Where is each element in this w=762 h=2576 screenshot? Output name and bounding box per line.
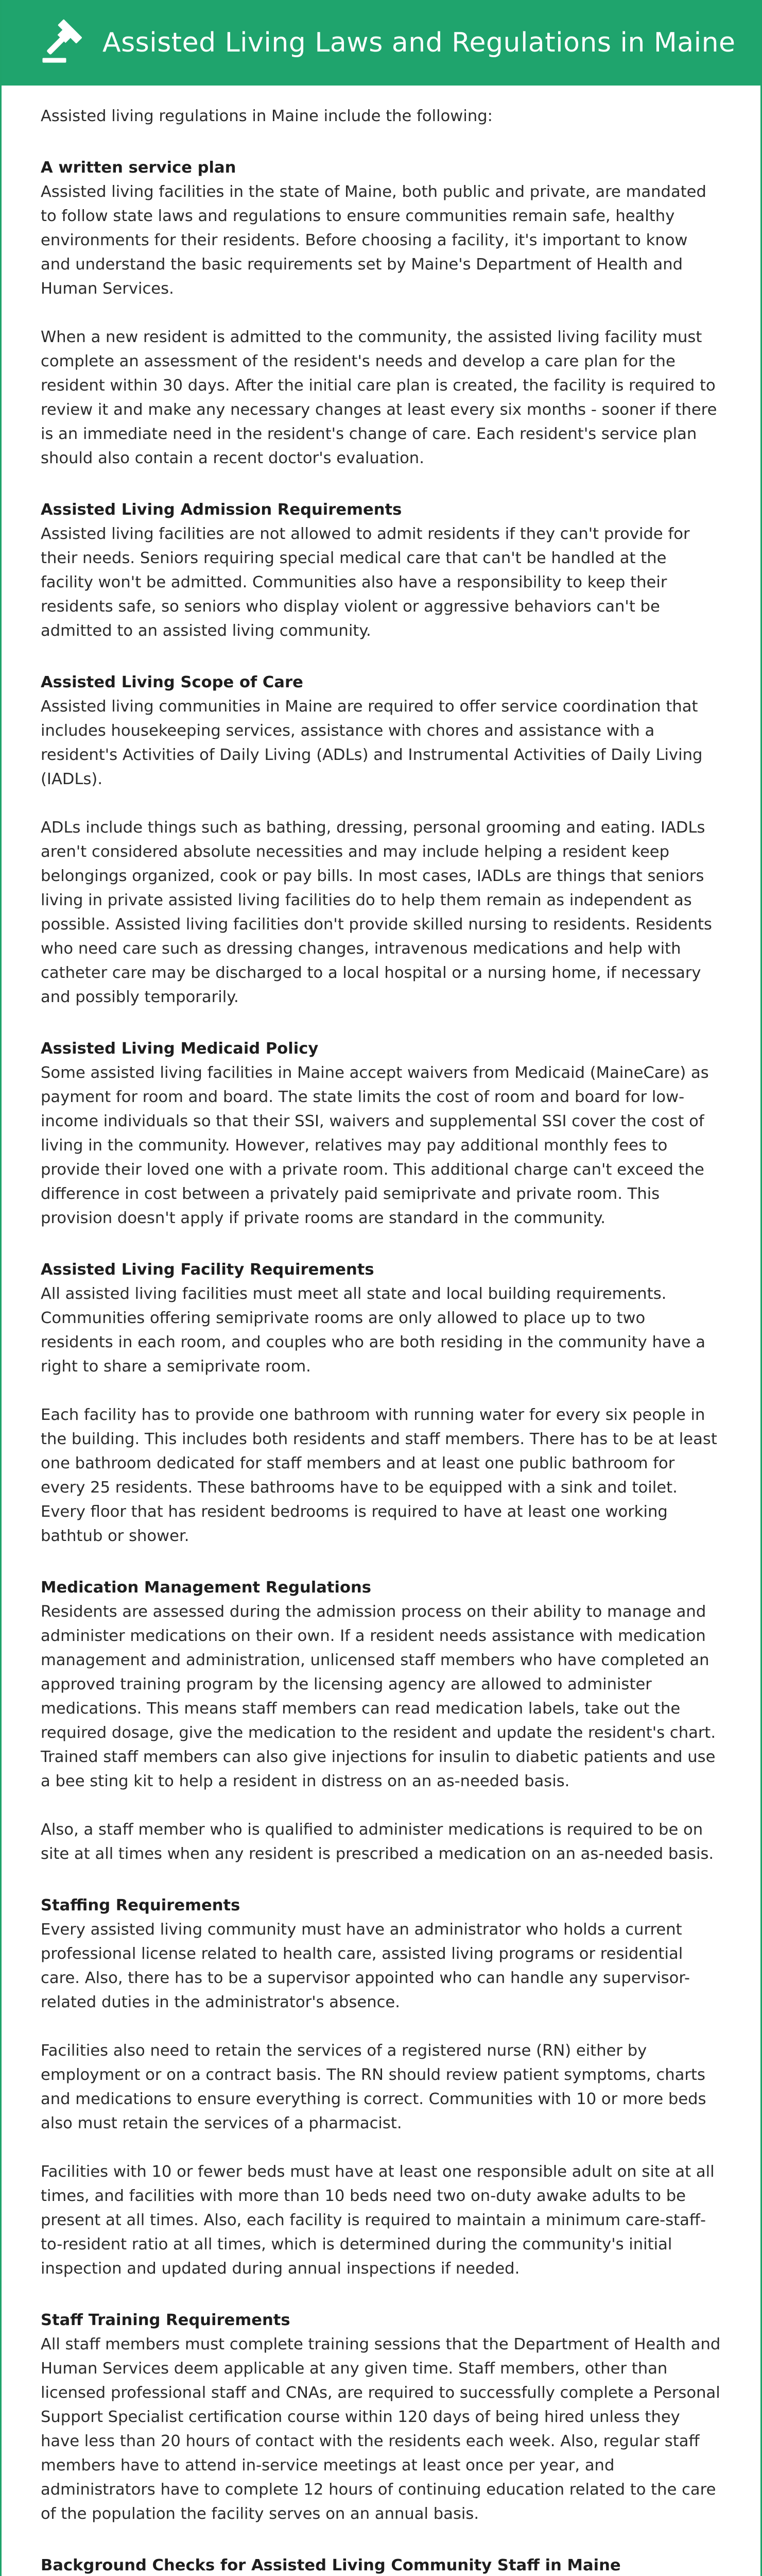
section-paragraph: Residents are assessed during the admission process on their ability to manage and administer medications on their own. If a resident needs assistance with medication management and administration, unlicensed staff members who have completed an approved training program by the licensing agency are allowed to administer medications. This means staff members can read medication labels, take out the required dosage, give the medication to the resident and update the resident's chart. Trained staff members can also give injections for insulin to diabetic patients and use a bee sting kit to help a resident in distress on an as-needed basis. [41,1603,716,1790]
section-heading: A written service plan [41,159,236,177]
section-medication-management [41,1575,721,1866]
section-paragraph: Also, a staff member who is qualified to administer medications is required to be on site at all times when any resident is prescribed a medication on an as-needed basis. [41,1821,714,1863]
gavel-icon [39,18,88,67]
section-staffing-requirements [41,1893,721,2281]
section-heading: Assisted Living Admission Requirements [41,501,402,519]
section-paragraph: Some assisted living facilities in Maine accept waivers from Medicaid (MaineCare) as payment for room and board. The state limits the cost of room and board for low-income individuals so that their SSI, waivers and supplemental SSI cover the cost of living in the community. However, relatives may pay additional monthly fees to provide their loved one with a private room. This additional charge can't exceed the difference in cost between a privately paid semiprivate and private room. This provision doesn't apply if private rooms are standard in the community. [41,1064,709,1227]
section-heading: Medication Management Regulations [41,1579,372,1597]
section-paragraph: All assisted living facilities must meet all state and local building requirements. Communities offering semiprivate rooms are only allowed to place up to two residents in each room, and couples who are both residing in the community have a right to share a semiprivate room. [41,1285,706,1376]
section-paragraph: Every assisted living community must have an administrator who holds a current professional license related to health care, assisted living programs or residential care. Also, there has to be a supervisor appointed who can handle any supervisor-related duties in the administrator's absence. [41,1921,690,2011]
intro-text: Assisted living regulations in Maine include the following: [41,107,493,125]
section-paragraph: Assisted living facilities are not allowed to admit residents if they can't provide for their needs. Seniors requiring special medical care that can't be handled at the facility won't be admitted. Communities also have a responsibility to keep their residents safe, so seniors who display violent or aggressive behaviors can't be admitted to an assisted living community. [41,525,690,640]
section-admission-requirements [41,498,721,643]
page-title: Assisted Living Laws and Regulations in Maine [102,27,736,58]
section-written-service-plan [41,156,721,470]
section-heading: Assisted Living Medicaid Policy [41,1040,319,1058]
article-body [2,86,760,2576]
section-paragraph: Assisted living facilities in the state of Maine, both public and private, are mandated to follow state laws and regulations to ensure communities remain safe, healthy environments for their residents. Before choosing a facility, it's important to know and understand the basic requirements set by Maine's Department of Health and Human Services. [41,183,706,298]
section-background-checks [41,2553,721,2576]
section-paragraph: Each facility has to provide one bathroom with running water for every six people in the building. This includes both residents and staff members. There has to be at least one bathroom dedicated for staff members and at least one public bathroom for every 25 residents. These bathrooms have to be equipped with a sink and toilet. Every floor that has resident bedrooms is required to have at least one working bathtub or shower. [41,1406,717,1545]
section-paragraph: All staff members must complete training sessions that the Department of Health and Human Services deem applicable at any given time. Staff members, other than licensed professional staff and CNAs, are required to successfully complete a Personal Support Specialist certification course within 120 days of being hired unless they have less than 20 hours of contact with the residents each week. Also, regular staff members have to attend in-service meetings at least once per year, and administrators have to complete 12 hours of continuing education related to the care of the population the facility serves on an annual basis. [41,2335,721,2523]
section-paragraph: ADLs include things such as bathing, dressing, personal grooming and eating. IADLs aren't considered absolute necessities and may include helping a resident keep belongings organized, cook or pay bills. In most cases, IADLs are things that seniors living in private assisted living facilities do to help them remain as independent as possible. Assisted living facilities don't provide skilled nursing to residents. Residents who need care such as dressing changes, intravenous medications and help with catheter care may be discharged to a local hospital or a nursing home, if necessary and possibly temporarily. [41,819,712,1006]
section-heading: Staffing Requirements [41,1896,240,1914]
section-scope-of-care [41,670,721,1009]
section-medicaid-policy [41,1037,721,1230]
section-heading: Staff Training Requirements [41,2311,290,2329]
section-heading: Background Checks for Assisted Living Community Staff in Maine [41,2556,621,2574]
section-heading: Assisted Living Facility Requirements [41,1261,374,1279]
section-paragraph: Facilities also need to retain the services of a registered nurse (RN) either by employment or on a contract basis. The RN should review patient symptoms, charts and medications to ensure everything is correct. Communities with 10 or more beds also must retain the services of a pharmacist. [41,2042,706,2132]
section-staff-training [41,2308,721,2526]
section-paragraph: Assisted living communities in Maine are required to offer service coordination that includes housekeeping services, assistance with chores and assistance with a resident's Activities of Daily Living (ADLs) and Instrumental Activities of Daily Living (IADLs). [41,698,703,788]
section-heading: Assisted Living Scope of Care [41,673,303,691]
header-banner [2,0,760,86]
section-paragraph: Facilities with 10 or fewer beds must have at least one responsible adult on site at all times, and facilities with more than 10 beds need two on-duty awake adults to be present at all times. Also, each facility is required to maintain a minimum care-staff-to-resident ratio at all times, which is determined during the community's initial inspection and updated during annual inspections if needed. [41,2163,715,2278]
section-facility-requirements [41,1258,721,1548]
section-paragraph: When a new resident is admitted to the community, the assisted living facility must complete an assessment of the resident's needs and develop a care plan for the resident within 30 days. After the initial care plan is created, the facility is required to review it and make any necessary changes at least every six months - sooner if there is an immediate need in the resident's change of care. Each resident's service plan should also contain a recent doctor's evaluation. [41,328,717,467]
